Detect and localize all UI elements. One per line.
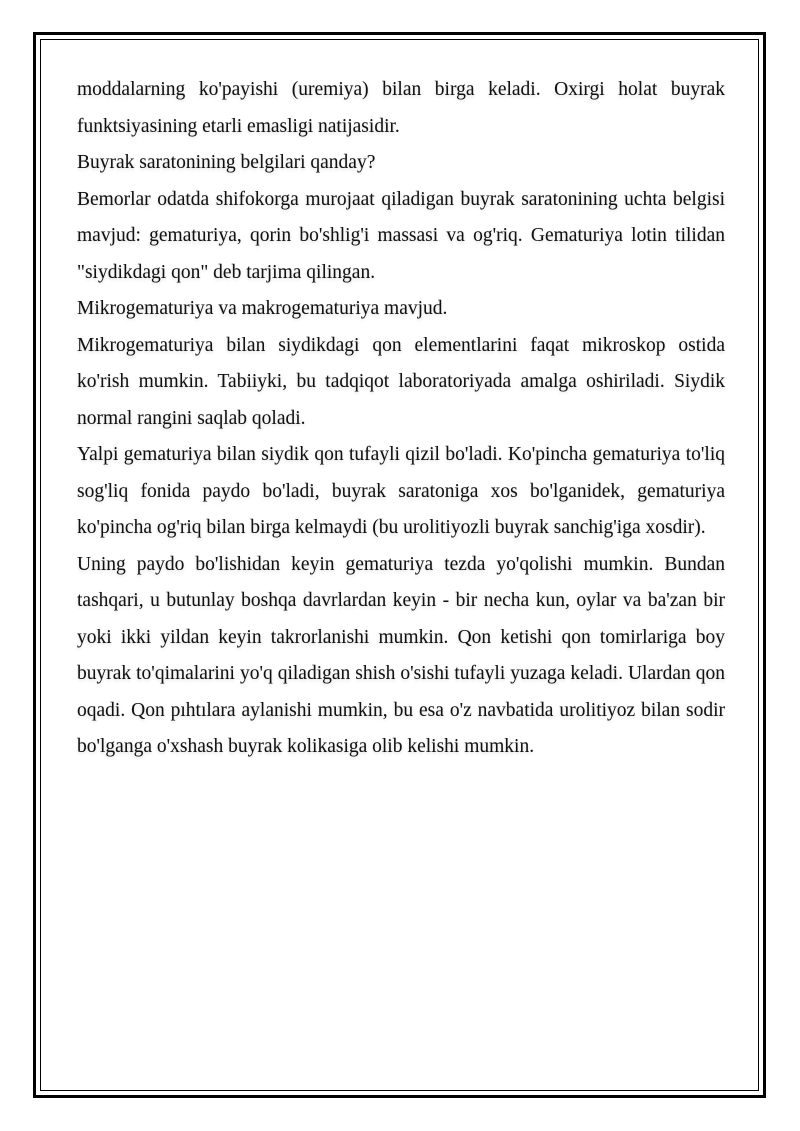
paragraph-uremiya: moddalarning ko'payishi (uremiya) bilan birga keladi. Oxirgi holat buyrak funktsiyasining etarli emasligi natijasidir. <box>77 79 725 137</box>
paragraph-symptoms: Bemorlar odatda shifokorga murojaat qiladigan buyrak saratonining uchta belgisi mavjud: gematuriya, qorin bo'shlig'i massasi va og'riq. Gematuriya lotin tilidan "siydikdagi qon" deb tarjima qilingan. <box>77 188 725 283</box>
paragraph-bleeding: Uning paydo bo'lishidan keyin gematuriya tezda yo'qolishi mumkin. Bundan tashqari, u butunlay boshqa davrlardan keyin - bir necha kun, oylar va ba'zan bir yoki ikki yildan keyin takrorlanishi mumkin. Qon ketishi qon tomirlariga boy buyrak to'qimalarini yo'q qiladigan shish o'sishi tufayli yuzaga keladi. Ulardan qon oqadi. Qon pıhtılara aylanishi mumkin, bu esa o'z navbatida urolitiyoz bilan sodir bo'lganga o'xshash buyrak kolikasiga olib kelishi mumkin. <box>77 553 725 757</box>
paragraph-question-heading: Buyrak saratonining belgilari qanday? <box>77 152 376 173</box>
paragraph-microgematuriya: Mikrogematuriya bilan siydikdagi qon elementlarini faqat mikroskop ostida ko'rish mumkin. Tabiiyki, bu tadqiqot laboratoriyada amalga oshiriladi. Siydik normal rangini saqlab qoladi. <box>77 334 725 429</box>
document-body <box>77 72 725 766</box>
paragraph-yalpi-gematuriya: Yalpi gematuriya bilan siydik qon tufayli qizil bo'ladi. Ko'pincha gematuriya to'liq sog'liq fonida paydo bo'ladi, buyrak saratoniga xos bo'lganidek, gematuriya ko'pincha og'riq bilan birga kelmaydi (bu urolitiyozli buyrak sanchig'iga xosdir). <box>77 444 725 538</box>
paragraph-micro-macro: Mikrogematuriya va makrogematuriya mavjud. <box>77 298 448 319</box>
